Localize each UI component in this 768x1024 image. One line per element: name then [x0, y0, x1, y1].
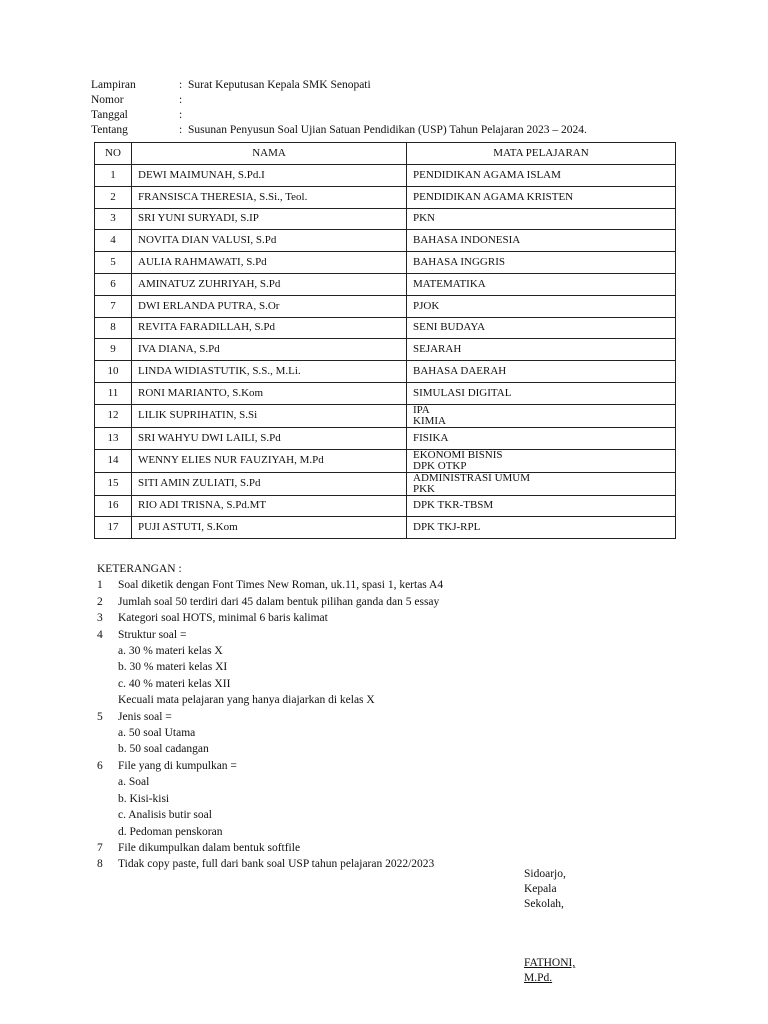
note-number: 5 — [97, 710, 103, 723]
table-row — [95, 165, 676, 187]
cell-name: RONI MARIANTO, S.Kom — [132, 382, 407, 404]
cell-subject — [407, 382, 676, 404]
note-subitem: b. 30 % materi kelas XI — [118, 661, 228, 674]
cell-name: SRI WAHYU DWI LAILI, S.Pd — [132, 427, 407, 449]
cell-subject — [407, 295, 676, 317]
notes-list — [97, 577, 443, 872]
cell-no: 5 — [95, 252, 132, 274]
cell-subject — [407, 361, 676, 383]
cell-no: 11 — [95, 382, 132, 404]
cell-no: 4 — [95, 230, 132, 252]
cell-subject — [407, 208, 676, 230]
table-row — [95, 472, 676, 495]
header-label: Nomor — [91, 94, 124, 106]
header-value: Surat Keputusan Kepala SMK Senopati — [188, 79, 371, 91]
header-label: Tanggal — [91, 109, 128, 121]
column-header-no: NO — [95, 143, 132, 165]
subject-line: FISIKA — [413, 431, 449, 444]
table-row — [95, 230, 676, 252]
note-item — [97, 577, 443, 593]
note-subitem: c. Analisis butir soal — [118, 809, 212, 822]
note-text: Jumlah soal 50 terdiri dari 45 dalam bentuk pilihan ganda dan 5 essay — [118, 595, 440, 608]
note-text: Struktur soal = — [118, 628, 187, 641]
header-row-lampiran — [91, 78, 587, 93]
subject-line: PJOK — [413, 299, 440, 312]
subject-line: DPK TKR-TBSM — [413, 499, 494, 512]
cell-subject — [407, 495, 676, 517]
cell-no: 6 — [95, 273, 132, 295]
subject-line: ADMINISTRASI UMUM — [413, 471, 531, 484]
subject-line: PENDIDIKAN AGAMA KRISTEN — [413, 190, 574, 203]
cell-subject — [407, 472, 676, 495]
signatory-degree: M.Pd. — [524, 972, 553, 984]
cell-name: AMINATUZ ZUHRIYAH, S.Pd — [132, 273, 407, 295]
letter-header — [91, 78, 587, 138]
signature-place: Sidoarjo, — [524, 868, 566, 880]
note-subitem: Kecuali mata pelajaran yang hanya diajarkan di kelas X — [118, 694, 375, 707]
cell-name: DWI ERLANDA PUTRA, S.Or — [132, 295, 407, 317]
table-row — [95, 449, 676, 472]
cell-no: 2 — [95, 186, 132, 208]
note-text: File dikumpulkan dalam bentuk softfile — [118, 841, 301, 854]
column-header-name: NAMA — [132, 143, 407, 165]
note-number: 8 — [97, 858, 103, 871]
note-subitem: b. Kisi-kisi — [118, 792, 170, 805]
header-colon: : — [179, 109, 183, 121]
cell-subject — [407, 165, 676, 187]
note-item — [97, 856, 443, 872]
cell-name: RIO ADI TRISNA, S.Pd.MT — [132, 495, 407, 517]
cell-no: 12 — [95, 404, 132, 427]
table-row — [95, 273, 676, 295]
header-label: Lampiran — [91, 79, 136, 91]
table-row — [95, 427, 676, 449]
note-number: 4 — [97, 628, 103, 641]
cell-name: PUJI ASTUTI, S.Kom — [132, 517, 407, 539]
note-item — [97, 610, 443, 626]
signature-title-line2: Sekolah, — [524, 898, 564, 910]
header-colon: : — [179, 124, 183, 136]
cell-no: 14 — [95, 449, 132, 472]
table-row — [95, 404, 676, 427]
cell-name: AULIA RAHMAWATI, S.Pd — [132, 252, 407, 274]
cell-no: 7 — [95, 295, 132, 317]
signatory-name: FATHONI, — [524, 957, 576, 969]
cell-name: DEWI MAIMUNAH, S.Pd.I — [132, 165, 407, 187]
table-row — [95, 252, 676, 274]
cell-name: SRI YUNI SURYADI, S.IP — [132, 208, 407, 230]
note-subitem: b. 50 soal cadangan — [118, 743, 209, 756]
note-subitem: d. Pedoman penskoran — [118, 825, 223, 838]
cell-name: REVITA FARADILLAH, S.Pd — [132, 317, 407, 339]
note-subitem: a. 50 soal Utama — [118, 727, 196, 740]
note-item — [97, 758, 443, 774]
subject-line: EKONOMI BISNIS — [413, 448, 503, 461]
cell-no: 16 — [95, 495, 132, 517]
header-row-tentang — [91, 123, 587, 138]
table-row — [95, 295, 676, 317]
header-value: Susunan Penyusun Soal Ujian Satuan Pendidikan (USP) Tahun Pelajaran 2023 – 2024. — [188, 124, 587, 136]
note-item — [97, 840, 443, 856]
cell-no: 1 — [95, 165, 132, 187]
cell-subject — [407, 186, 676, 208]
subject-line: MATEMATIKA — [413, 277, 486, 290]
cell-no: 8 — [95, 317, 132, 339]
cell-subject — [407, 317, 676, 339]
cell-name: NOVITA DIAN VALUSI, S.Pd — [132, 230, 407, 252]
signatory — [524, 956, 575, 986]
note-item — [97, 627, 443, 643]
table-body — [95, 165, 676, 539]
table-row — [95, 339, 676, 361]
note-number: 2 — [97, 595, 103, 608]
table-row — [95, 208, 676, 230]
cell-no: 9 — [95, 339, 132, 361]
subject-line: DPK TKJ-RPL — [413, 521, 481, 534]
subject-line: KIMIA — [413, 414, 446, 427]
note-subitem: c. 40 % materi kelas XII — [118, 677, 231, 690]
column-header-subject: MATA PELAJARAN — [407, 143, 676, 165]
cell-name: LINDA WIDIASTUTIK, S.S., M.Li. — [132, 361, 407, 383]
cell-subject — [407, 449, 676, 472]
header-row-nomor — [91, 93, 587, 108]
subject-line: PKK — [413, 482, 436, 495]
cell-no: 17 — [95, 517, 132, 539]
cell-subject — [407, 273, 676, 295]
subject-line: PKN — [413, 212, 436, 225]
note-item — [97, 594, 443, 610]
table-row — [95, 517, 676, 539]
header-row-tanggal — [91, 108, 587, 123]
staff-table — [94, 142, 676, 539]
cell-subject — [407, 230, 676, 252]
header-colon: : — [179, 79, 183, 91]
table-row — [95, 361, 676, 383]
note-number: 6 — [97, 759, 103, 772]
signature-block — [524, 867, 566, 912]
cell-subject — [407, 339, 676, 361]
note-subitem: a. Soal — [118, 776, 150, 789]
note-text: File yang di kumpulkan = — [118, 759, 237, 772]
cell-name: IVA DIANA, S.Pd — [132, 339, 407, 361]
subject-line: BAHASA INGGRIS — [413, 256, 505, 269]
table-row — [95, 495, 676, 517]
subject-line: SENI BUDAYA — [413, 321, 486, 334]
subject-line: BAHASA INDONESIA — [413, 234, 521, 247]
cell-subject — [407, 517, 676, 539]
cell-subject — [407, 427, 676, 449]
note-text: Tidak copy paste, full dari bank soal USP tahun pelajaran 2022/2023 — [118, 858, 435, 871]
cell-no: 13 — [95, 427, 132, 449]
cell-subject — [407, 404, 676, 427]
note-number: 7 — [97, 841, 103, 854]
header-label: Tentang — [91, 124, 128, 136]
subject-line: SIMULASI DIGITAL — [413, 386, 512, 399]
notes-section — [97, 561, 443, 873]
note-subitem: a. 30 % materi kelas X — [118, 645, 223, 658]
subject-line: PENDIDIKAN AGAMA ISLAM — [413, 168, 561, 181]
cell-subject — [407, 252, 676, 274]
note-text: Kategori soal HOTS, minimal 6 baris kalimat — [118, 612, 328, 625]
cell-name: LILIK SUPRIHATIN, S.Si — [132, 404, 407, 427]
signature-title-line1: Kepala — [524, 883, 557, 895]
cell-name: SITI AMIN ZULIATI, S.Pd — [132, 472, 407, 495]
header-colon: : — [179, 94, 183, 106]
table-row — [95, 382, 676, 404]
table-row — [95, 186, 676, 208]
notes-title: KETERANGAN : — [97, 563, 182, 575]
subject-line: SEJARAH — [413, 343, 462, 356]
table-row — [95, 317, 676, 339]
subject-line: DPK OTKP — [413, 459, 467, 472]
note-number: 1 — [97, 579, 103, 592]
table-header-row — [95, 143, 676, 165]
note-number: 3 — [97, 612, 103, 625]
note-item — [97, 709, 443, 725]
cell-name: WENNY ELIES NUR FAUZIYAH, M.Pd — [132, 449, 407, 472]
cell-no: 3 — [95, 208, 132, 230]
cell-no: 15 — [95, 472, 132, 495]
subject-line: IPA — [413, 403, 430, 416]
note-text: Soal diketik dengan Font Times New Roman, uk.11, spasi 1, kertas A4 — [118, 579, 444, 592]
note-text: Jenis soal = — [118, 710, 172, 723]
cell-name: FRANSISCA THERESIA, S.Si., Teol. — [132, 186, 407, 208]
subject-line: BAHASA DAERAH — [413, 365, 507, 378]
cell-no: 10 — [95, 361, 132, 383]
